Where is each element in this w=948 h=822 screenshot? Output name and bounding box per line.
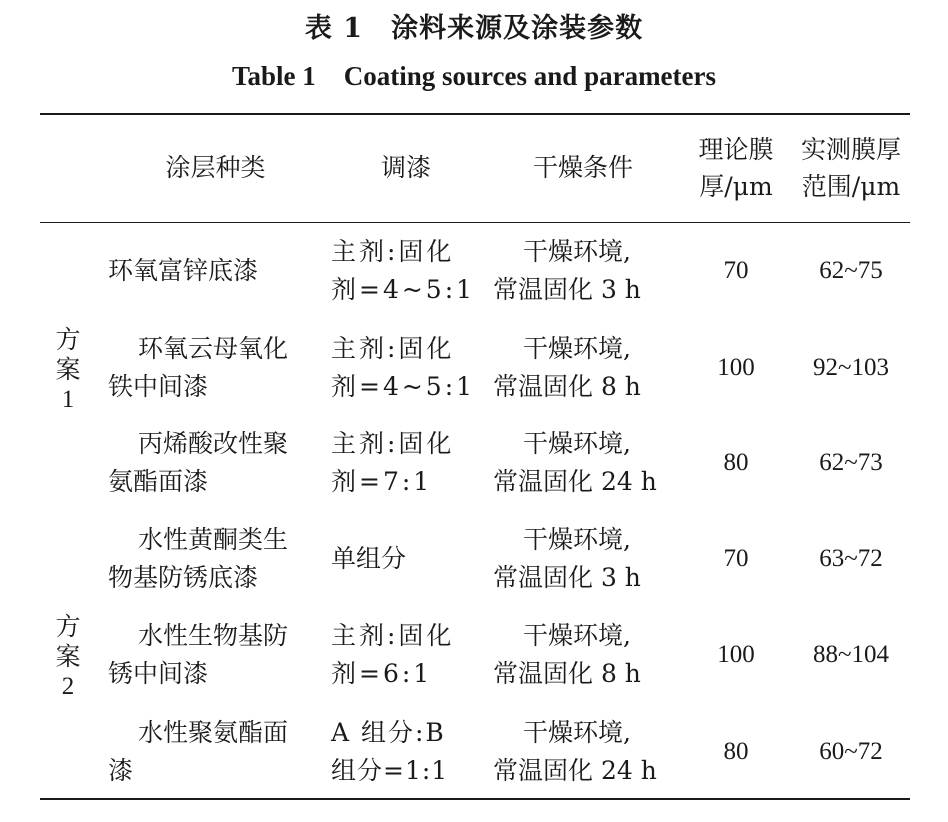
scheme-label-char: 案 xyxy=(55,355,81,384)
drying-cell-line1: 干燥环境, xyxy=(523,718,631,747)
drying-cell-line1: 干燥环境, xyxy=(523,621,631,650)
caption-cn-title: 涂料来源及涂装参数 xyxy=(391,13,644,44)
theory-thickness-cell: 100 xyxy=(717,641,755,668)
theory-thickness-cell: 100 xyxy=(717,354,755,381)
mixing-cell-line2: 组分=1:1 xyxy=(331,756,449,785)
header-measured-line1: 实测膜厚 xyxy=(800,135,901,164)
caption-en-title: Coating sources and parameters xyxy=(343,61,717,91)
scheme-label-char: 方 xyxy=(55,612,81,641)
coating-type-cell-line2: 漆 xyxy=(108,756,134,785)
caption-en-label: Table 1 xyxy=(231,61,316,91)
header-theory-line2: 厚/μm xyxy=(699,172,773,201)
measured-range-cell: 62~73 xyxy=(819,449,883,476)
mixing-cell-line2: 剂=4~5:1 xyxy=(331,275,476,304)
mixing-cell-line2: 剂=7:1 xyxy=(331,467,433,496)
coating-type-cell-line1: 环氧云母氧化 xyxy=(138,334,289,363)
header-coating-type: 涂层种类 xyxy=(165,153,266,182)
coating-type-cell-line1: 水性聚氨酯面 xyxy=(138,718,289,747)
scheme-label-char: 案 xyxy=(55,642,81,671)
drying-cell-line2: 常温固化 3 h xyxy=(493,275,641,304)
header-measured-line2: 范围/μm xyxy=(801,172,901,201)
table-top-rule xyxy=(40,113,910,115)
measured-range-cell: 92~103 xyxy=(812,354,890,381)
drying-cell-line2: 常温固化 8 h xyxy=(493,372,641,401)
coating-type-cell-line2: 氨酯面漆 xyxy=(108,467,209,496)
measured-range-cell: 60~72 xyxy=(819,738,883,765)
measured-range-cell: 62~75 xyxy=(819,257,883,284)
mixing-cell-line1: A 组分:B xyxy=(331,718,446,747)
mixing-cell-line2: 剂=6:1 xyxy=(331,659,433,688)
table-caption-cn xyxy=(0,6,948,45)
header-drying: 干燥条件 xyxy=(532,153,633,182)
coating-type-cell-line2: 铁中间漆 xyxy=(108,372,209,401)
theory-thickness-cell: 70 xyxy=(723,257,749,284)
coating-type-cell-line1: 丙烯酸改性聚 xyxy=(138,429,289,458)
drying-cell-line1: 干燥环境, xyxy=(523,429,631,458)
theory-thickness-cell: 80 xyxy=(723,738,749,765)
scheme-label-char: 2 xyxy=(61,673,75,700)
coating-type-cell-line2: 锈中间漆 xyxy=(108,659,209,688)
measured-range-cell: 63~72 xyxy=(819,545,883,572)
drying-cell-line1: 干燥环境, xyxy=(523,334,631,363)
drying-cell-line2: 常温固化 8 h xyxy=(493,659,641,688)
drying-cell-line1: 干燥环境, xyxy=(523,237,631,266)
table-bottom-rule xyxy=(40,798,910,800)
mixing-cell-line1: 主剂:固化 xyxy=(331,334,455,363)
drying-cell-line2: 常温固化 24 h xyxy=(493,467,657,496)
mixing-cell-line2: 剂=4~5:1 xyxy=(331,372,476,401)
coating-type-cell-line2: 物基防锈底漆 xyxy=(108,563,259,592)
theory-thickness-cell: 80 xyxy=(723,449,749,476)
header-mixing: 调漆 xyxy=(380,153,431,182)
scheme-label-2 xyxy=(45,612,91,702)
mixing-cell-line1: 主剂:固化 xyxy=(331,237,455,266)
mixing-cell-line1: 主剂:固化 xyxy=(331,621,455,650)
coating-type-cell-line1: 水性黄酮类生 xyxy=(138,525,289,554)
coating-type-cell-line1: 水性生物基防 xyxy=(138,621,289,650)
header-theory-line1: 理论膜 xyxy=(698,135,774,164)
theory-thickness-cell: 70 xyxy=(723,545,749,572)
scheme-label-char: 1 xyxy=(61,386,75,413)
drying-cell-line2: 常温固化 3 h xyxy=(493,563,641,592)
mixing-cell: 单组分 xyxy=(331,544,407,573)
drying-cell-line1: 干燥环境, xyxy=(523,525,631,554)
mixing-cell-line1: 主剂:固化 xyxy=(331,429,455,458)
caption-cn-label: 表 1 xyxy=(304,13,364,44)
measured-range-cell: 88~104 xyxy=(812,641,890,668)
table-header-rule xyxy=(40,222,910,223)
coating-type-cell: 环氧富锌底漆 xyxy=(108,256,259,285)
scheme-label-char: 方 xyxy=(55,325,81,354)
scheme-label-1 xyxy=(45,325,91,415)
table-caption-en xyxy=(0,61,948,92)
drying-cell-line2: 常温固化 24 h xyxy=(493,756,657,785)
